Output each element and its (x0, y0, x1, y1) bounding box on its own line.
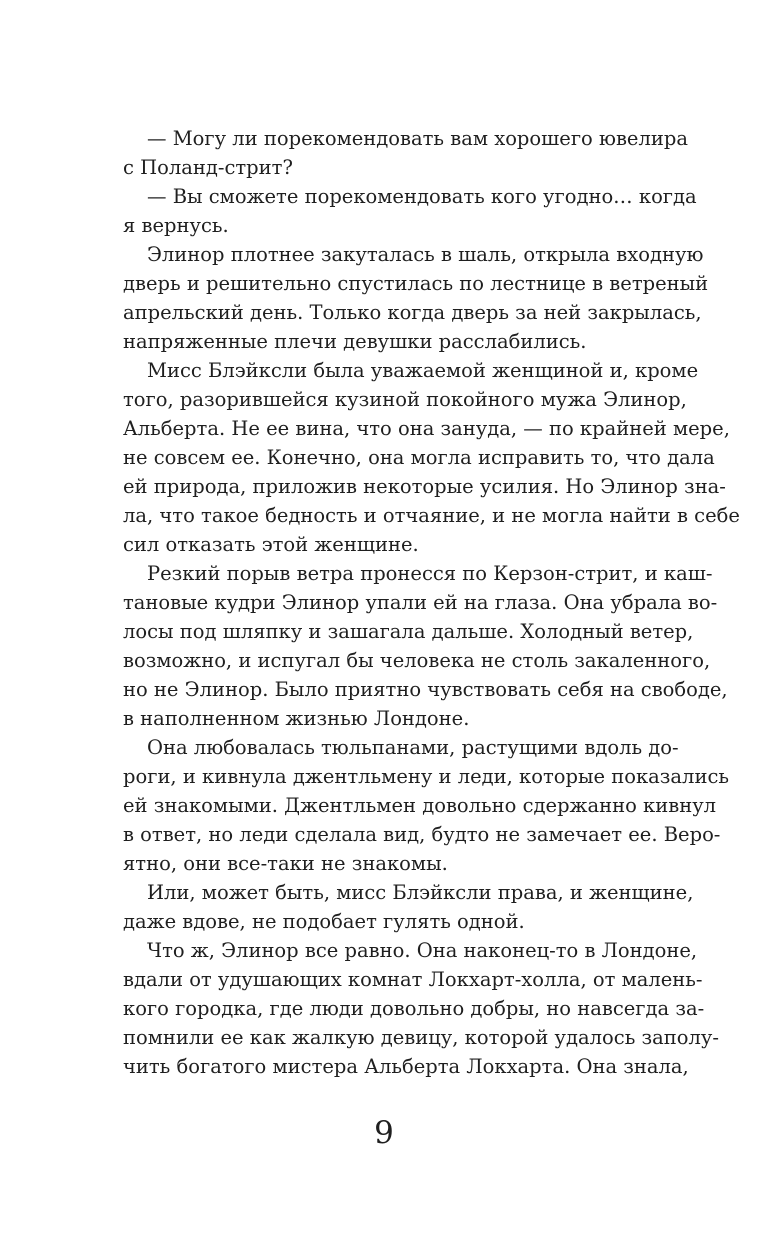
page-number: 9 (374, 1115, 394, 1151)
text-line: кого городка, где люди довольно добры, но навсегда за- (123, 997, 705, 1020)
text-line: того, разорившейся кузиной покойного мужа Элинор, (123, 388, 687, 411)
paragraph (123, 878, 694, 936)
text-line: — Вы сможете порекомендовать кого угодно… когда (147, 185, 697, 208)
text-line: возможно, и испугал бы человека не столь закаленного, (123, 649, 711, 672)
text-line: я вернусь. (123, 214, 229, 237)
text-line: дверь и решительно спустилась по лестнице в ветреный (123, 272, 709, 295)
text-line: роги, и кивнула джентльмену и леди, которые показались (123, 765, 729, 788)
body-text (123, 124, 740, 1081)
paragraph (123, 733, 729, 878)
text-line: не совсем ее. Конечно, она могла исправить то, что дала (123, 446, 715, 469)
text-line: чить богатого мистера Альберта Локхарта. Она знала, (123, 1055, 689, 1078)
text-line: тановые кудри Элинор упали ей на глаза. Она убрала во- (123, 591, 718, 614)
text-line: Альберта. Не ее вина, что она зануда, — по крайней мере, (123, 417, 730, 440)
text-line: Элинор плотнее закуталась в шаль, открыла входную (147, 243, 704, 266)
text-line: — Могу ли порекомендовать вам хорошего ювелира (147, 127, 688, 150)
paragraph (123, 936, 719, 1081)
text-line: напряженные плечи девушки расслабились. (123, 330, 587, 353)
text-line: с Поланд-стрит? (123, 156, 293, 179)
paragraph (123, 240, 709, 356)
paragraph (123, 356, 740, 559)
text-line: Мисс Блэйксли была уважаемой женщиной и, кроме (147, 359, 699, 382)
text-line: в ответ, но леди сделала вид, будто не замечает ее. Веро- (123, 823, 721, 846)
text-line: ей природа, приложив некоторые усилия. Но Элинор зна- (123, 475, 726, 498)
text-line: Резкий порыв ветра пронесся по Керзон-стрит, и каш- (147, 562, 713, 585)
text-line: ей знакомыми. Джентльмен довольно сдержанно кивнул (123, 794, 717, 817)
text-line: вдали от удушающих комнат Локхарт-холла, от малень- (123, 968, 703, 991)
text-line: лосы под шляпку и зашагала дальше. Холодный ветер, (123, 620, 694, 643)
paragraph (123, 559, 728, 733)
text-line: даже вдове, не подобает гулять одной. (123, 910, 525, 933)
text-line: в наполненном жизнью Лондоне. (123, 707, 470, 730)
text-line: апрельский день. Только когда дверь за ней закрылась, (123, 301, 702, 324)
text-line: ла, что такое бедность и отчаяние, и не могла найти в себе (123, 504, 740, 527)
paragraph (123, 182, 697, 240)
text-line: ятно, они все-таки не знакомы. (123, 852, 448, 875)
text-line: Она любовалась тюльпанами, растущими вдоль до- (147, 736, 679, 759)
text-line: Что ж, Элинор все равно. Она наконец-то в Лондоне, (147, 939, 698, 962)
text-line: но не Элинор. Было приятно чувствовать себя на свободе, (123, 678, 728, 701)
text-line: помнили ее как жалкую девицу, которой удалось заполу- (123, 1026, 719, 1049)
paragraph (123, 124, 688, 182)
text-line: Или, может быть, мисс Блэйксли права, и женщине, (147, 881, 694, 904)
text-line: сил отказать этой женщине. (123, 533, 419, 556)
